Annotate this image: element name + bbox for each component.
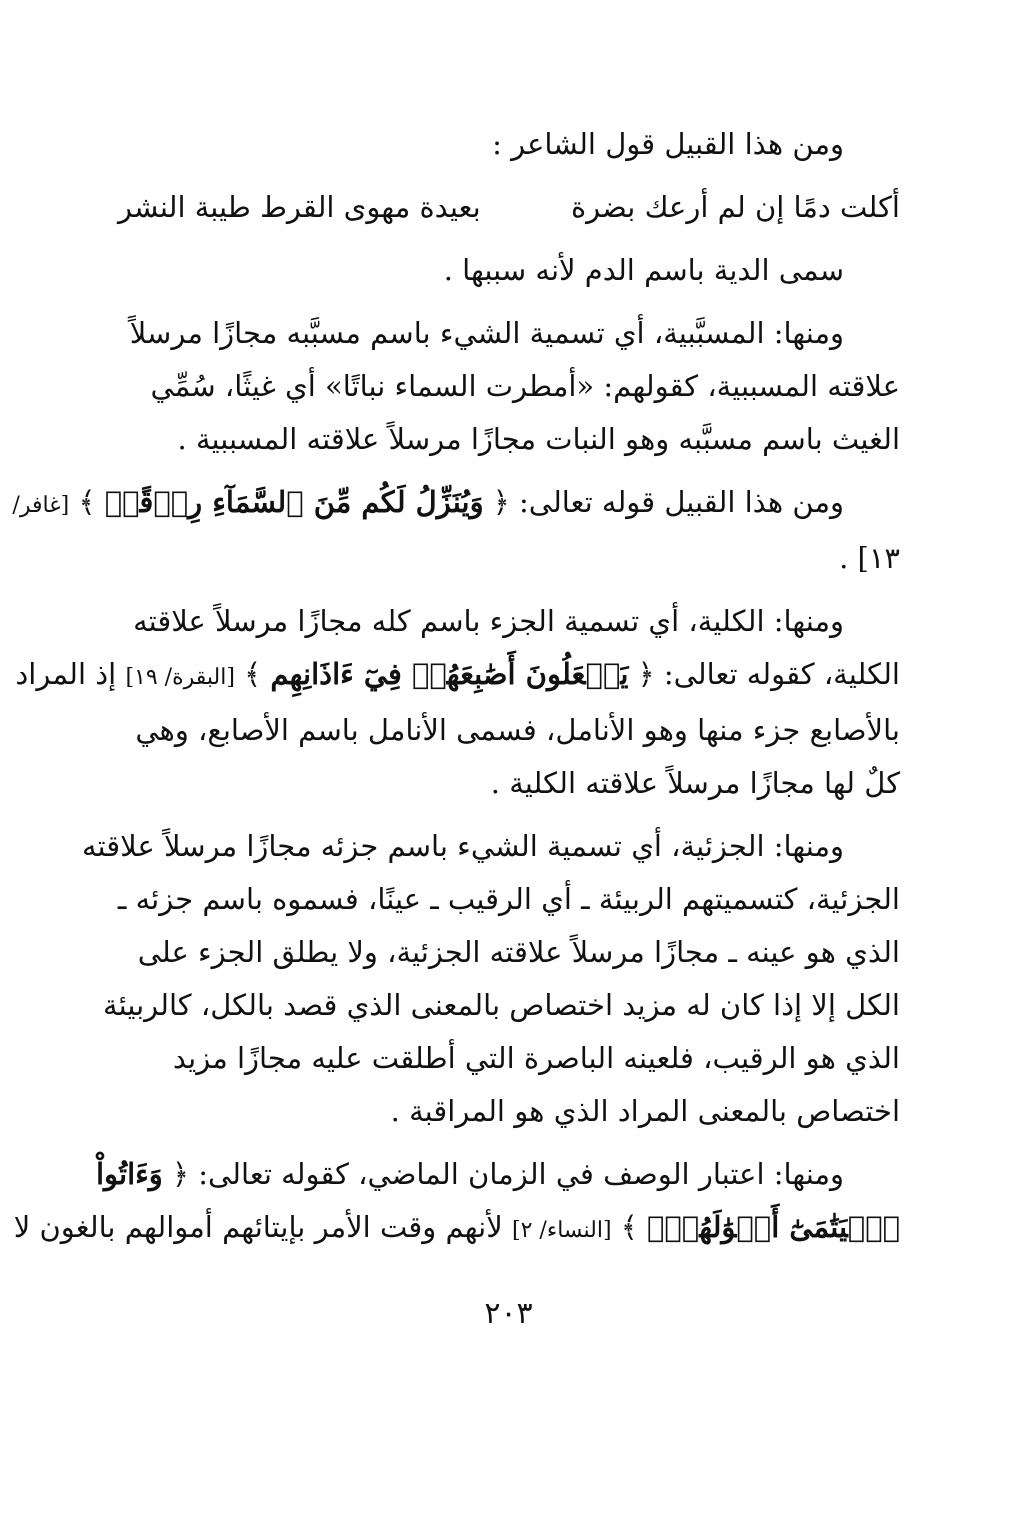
text-line: اختصاص بالمعنى المراد الذي هو المراقبة . <box>390 1094 900 1128</box>
surah-reference: [غافر/ <box>12 493 70 518</box>
quran-quote: يَجۡعَلُونَ أَصَٰبِعَهُمۡ فِيٓ ءَاذَانِهِم <box>270 657 629 691</box>
verse-second-hemistich: بعيدة مهوى القرط طيبة النشر <box>118 190 481 224</box>
paragraph-quran-ghafir <box>12 476 900 585</box>
surah-reference: [البقرة/ ١٩] <box>125 665 235 690</box>
verse-first-hemistich: أكلت دمًا إن لم أرعك بضرة <box>570 190 900 224</box>
text-line: ومنها: الجزئية، أي تسمية الشيء باسم جزئه مجازًا مرسلاً علاقته <box>81 829 844 863</box>
text-fragment: الكلية، كقوله تعالى: ﴿ <box>637 657 900 691</box>
text-line: بالأصابع جزء منها وهو الأنامل، فسمى الأنامل باسم الأصابع، وهي <box>135 713 900 747</box>
text-line: كلٌ لها مجازًا مرسلاً علاقته الكلية . <box>490 766 900 800</box>
paragraph-juziyya <box>81 820 900 1138</box>
paragraph-musabbabiyya <box>118 307 900 466</box>
text-fragment: ﴾ <box>78 485 96 519</box>
text-line <box>15 648 900 704</box>
text-line: ١٣] . <box>839 541 900 575</box>
quran-quote: ٱلۡيَتَٰمَىٰٓ أَمۡوَٰلَهُمۡۖ <box>647 1210 900 1244</box>
text-fragment: ومنها: اعتبار الوصف في الزمان الماضي، كقوله تعالى: ﴿ <box>172 1157 844 1191</box>
text-line: الجزئية، كتسميتهم الربيئة ـ أي الرقيب ـ عينًا، فسموه باسم جزئه ـ <box>117 882 900 916</box>
quran-quote: وَءَاتُواْ <box>95 1157 163 1191</box>
text-line <box>13 1201 900 1257</box>
text-line <box>12 476 900 532</box>
paragraph-kulliyya <box>15 595 900 810</box>
text-line: الكل إلا إذا كان له مزيد اختصاص بالمعنى الذي قصد بالكل، كالربيئة <box>103 988 900 1022</box>
text-line: الذي هو عينه ـ مجازًا مرسلاً علاقته الجزئية، ولا يطلق الجزء على <box>137 935 900 969</box>
text-line: الذي هو الرقيب، فلعينه الباصرة التي أطلقت عليه مجازًا مزيد <box>172 1041 900 1075</box>
text-fragment: ﴾ <box>620 1210 638 1244</box>
paragraph-verse-explanation: سمى الدية باسم الدم لأنه سببها . <box>443 253 844 287</box>
text-line: الغيث باسم مسبَّبه وهو النبات مجازًا مرسلاً علاقته المسببية . <box>177 422 900 456</box>
text-fragment: ومن هذا القبيل قوله تعالى: ﴿ <box>492 485 844 519</box>
page-number: ٢٠٣ <box>484 1296 533 1331</box>
paragraph-past-description <box>13 1148 900 1257</box>
text-fragment: لأنهم وقت الأمر بإيتائهم أموالهم بالغون لا <box>13 1210 503 1244</box>
text-line <box>95 1148 900 1201</box>
quran-quote: وَيُنَزِّلُ لَكُم مِّنَ ٱلسَّمَآءِ رِزۡقًاۚ <box>104 485 484 519</box>
text-fragment: إذ المراد <box>15 657 117 691</box>
text-fragment: ﴾ <box>244 657 262 691</box>
text-line: علاقته المسببية، كقولهم: «أمطرت السماء نباتًا» أي غيثًا، سُمِّي <box>150 369 900 403</box>
page-body <box>12 118 900 1257</box>
poetry-verse <box>118 181 900 234</box>
text-line: ومنها: المسبَّبية، أي تسمية الشيء باسم مسبَّبه مجازًا مرسلاً <box>129 316 844 350</box>
text-line: ومنها: الكلية، أي تسمية الجزء باسم كله مجازًا مرسلاً علاقته <box>133 604 844 638</box>
surah-reference: [النساء/ ٢] <box>512 1218 612 1243</box>
paragraph-intro-poet: ومن هذا القبيل قول الشاعر : <box>492 127 844 161</box>
